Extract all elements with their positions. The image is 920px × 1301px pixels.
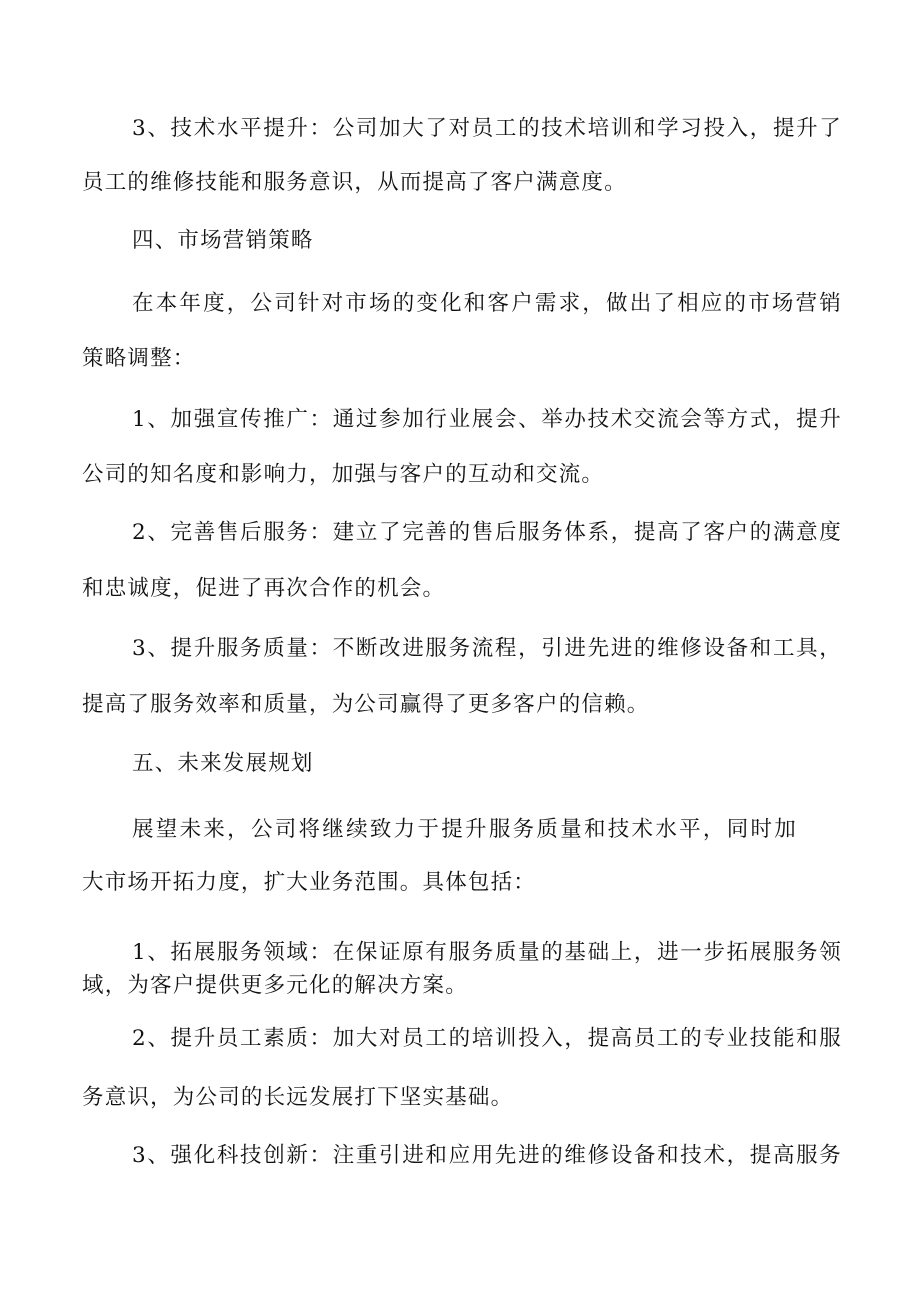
paragraph-line: 大市场开拓力度，扩大业务范围。具体包括： bbox=[82, 870, 537, 895]
paragraph-line: 展望未来，公司将继续致力于提升服务质量和技术水平，同时加 bbox=[132, 817, 797, 842]
paragraph-line: 策略调整： bbox=[82, 346, 196, 371]
section-heading: 四、市场营销策略 bbox=[132, 228, 314, 253]
paragraph-line: 1、加强宣传推广：通过参加行业展会、举办技术交流会等方式，提升 bbox=[132, 407, 842, 432]
paragraph-line: 2、完善售后服务：建立了完善的售后服务体系，提高了客户的满意度 bbox=[132, 520, 842, 545]
paragraph-line: 员工的维修技能和服务意识，从而提高了客户满意度。 bbox=[82, 170, 627, 195]
paragraph-line: 3、提升服务质量：不断改进服务流程，引进先进的维修设备和工具， bbox=[132, 636, 842, 661]
paragraph-line: 在本年度，公司针对市场的变化和客户需求，做出了相应的市场营销 bbox=[132, 291, 842, 316]
paragraph-line: 1、拓展服务领域：在保证原有服务质量的基础上，进一步拓展服务领 bbox=[132, 940, 842, 965]
paragraph-line: 3、技术水平提升：公司加大了对员工的技术培训和学习投入，提升了 bbox=[132, 116, 842, 141]
paragraph-line: 2、提升员工素质：加大对员工的培训投入，提高员工的专业技能和服 bbox=[132, 1026, 842, 1051]
paragraph-line: 公司的知名度和影响力，加强与客户的互动和交流。 bbox=[82, 462, 605, 487]
section-heading: 五、未来发展规划 bbox=[132, 751, 314, 776]
paragraph-line: 域，为客户提供更多元化的解决方案。 bbox=[82, 973, 468, 998]
paragraph-line: 提高了服务效率和质量，为公司赢得了更多客户的信赖。 bbox=[82, 692, 650, 717]
paragraph-line: 和忠诚度，促进了再次合作的机会。 bbox=[82, 576, 446, 601]
paragraph-line: 3、强化科技创新：注重引进和应用先进的维修设备和技术，提高服务 bbox=[132, 1143, 842, 1168]
paragraph-line: 务意识，为公司的长远发展打下坚实基础。 bbox=[82, 1085, 514, 1110]
